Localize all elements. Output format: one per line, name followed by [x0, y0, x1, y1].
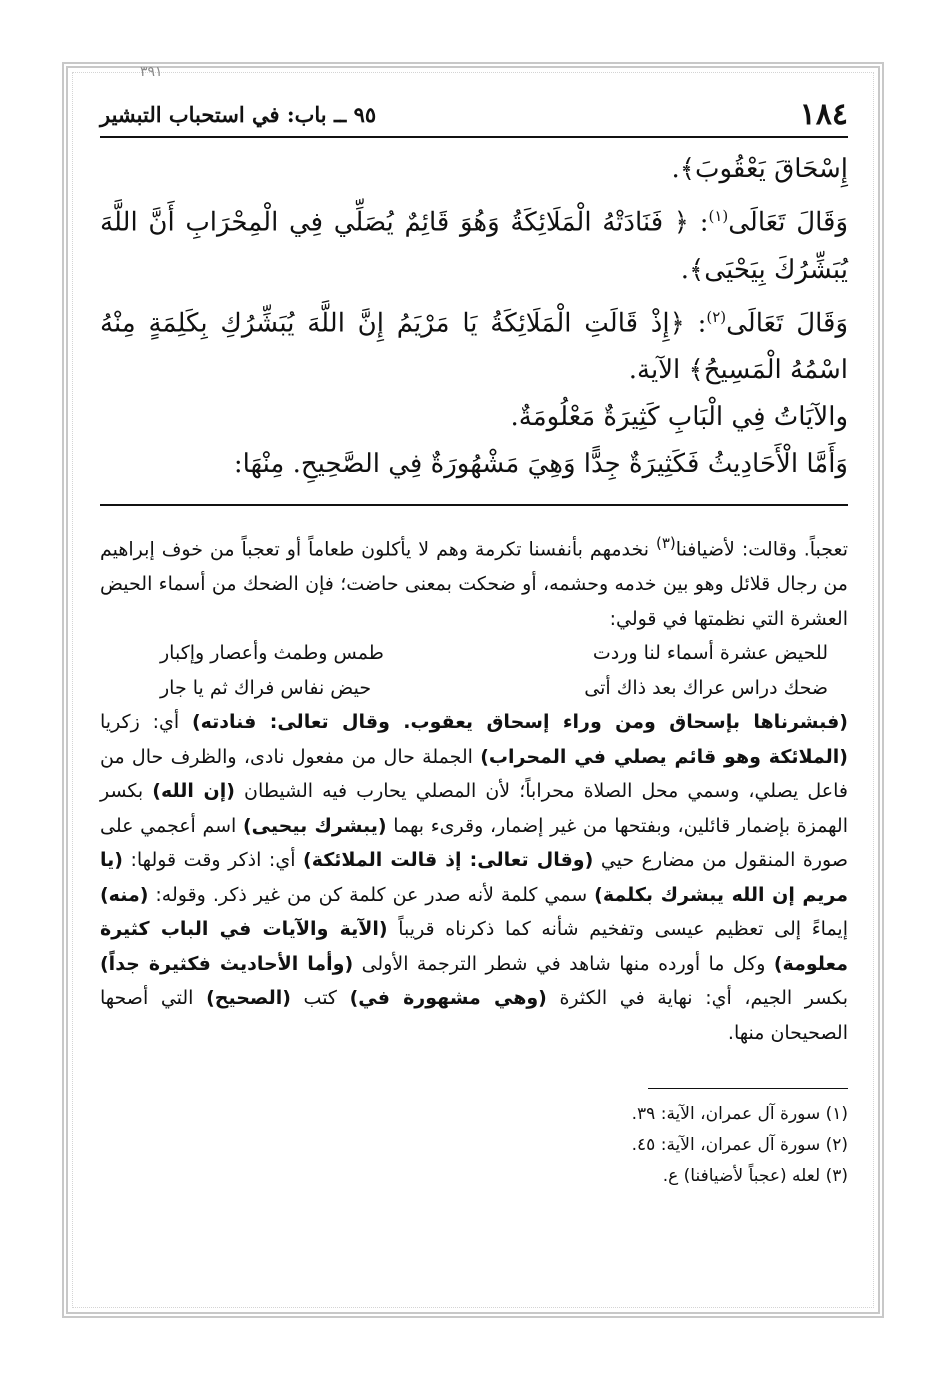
commentary-paragraph	[100, 526, 848, 636]
footnote-divider	[648, 1088, 848, 1089]
commentary-segment: نخدمهم بأنفسنا تكرمة وهم لا يأكلون طعاماً أو تعجباً من خوف إبراهيم من رجال قلائل وهو بين خدمه وحشمه، أو ضحكت بمعنى حاضت؛ فإن الضحك من أسماء الحيض العشرة التي نظمتها في قولي:	[100, 538, 848, 630]
main-paragraph	[100, 193, 848, 294]
quoted-text: (وهي مشهورة في)	[349, 987, 547, 1010]
commentary-segment: وكل ما أورده منها شاهد في شطر الترجمة الأولى	[353, 952, 774, 975]
quoted-text: (الصحيح)	[206, 987, 291, 1010]
commentary-segment: التي أصحها الصحيحان منها.	[100, 987, 848, 1044]
commentary-segment: بكسر الجيم، أي: نهاية في الكثرة	[546, 987, 848, 1010]
main-text-segment: وَقَالَ تَعَالَى	[728, 207, 848, 238]
commentary-segment: الجملة حال من مفعول نادى، والظرف حال من فاعل يصلي، وسمي محل الصلاة محراباً؛ لأن المصلي يحارب فيه الشيطان	[100, 745, 848, 803]
poem-hemistich: ضحك دراس عراك بعد ذاك أتى	[584, 676, 828, 699]
footnote: (٣) لعله (عجباً لأضيافنا) ع.	[662, 1166, 848, 1187]
poem-hemistich: للحيض عشرة أسماء لنا وردت	[592, 642, 828, 665]
poem	[160, 636, 828, 705]
quoted-text: (الملائكة وهو قائم يصلي في المحراب)	[480, 745, 848, 768]
quoted-text: (منه)	[100, 883, 149, 906]
footnote: (٢) سورة آل عمران، الآية: ٤٥.	[631, 1135, 848, 1156]
commentary-segment: بكسر الهمزة بإضمار قائلين، وبفتحها من غير إضمار، وقرىء بهما	[100, 780, 848, 837]
commentary-segment: تعجباً. وقالت: لأضيافنا	[675, 538, 848, 561]
section-divider	[100, 504, 848, 506]
main-text-segment: وَقَالَ تَعَالَى	[726, 308, 848, 339]
poem-line	[160, 671, 828, 706]
corner-mark: ٣٩١	[140, 64, 163, 80]
quoted-text: (يبشرك بيحيى)	[242, 814, 387, 837]
commentary-segment: سمي كلمة لأنه صدر عن كلمة كن من غير ذكر. وقوله:	[148, 883, 595, 906]
quoted-text: (فبشرناها بإسحاق ومن وراء إسحاق يعقوب. وقال تعالى: فنادته)	[191, 711, 848, 734]
commentary-segment: أي: اذكر وقت قولها:	[122, 849, 304, 872]
footnote-ref: (١)	[708, 207, 729, 225]
commentary-segment: إيماءً إلى تعظيم عيسى وتفخيم شأنه كما ذكرناه قريباً	[387, 918, 848, 941]
quoted-text: (وأما الأحاديث فكثيرة جداً)	[100, 952, 354, 975]
main-paragraph: وَأَمَّا الْأَحَادِيثُ فَكَثِيرَةٌ جِدًّا وَهِيَ مَشْهُورَةٌ فِي الصَّحِيحِ. مِنْهَا:	[233, 449, 848, 480]
poem-hemistich: طمس وطمث وأعصار وإكبار	[160, 642, 384, 665]
page-number: ١٨٤	[799, 96, 848, 132]
commentary-segment: أي: زكريا	[100, 711, 192, 734]
poem-line	[160, 636, 828, 671]
main-paragraph: إِسْحَاقَ يَعْقُوبَ﴾.	[671, 154, 848, 184]
quoted-text: (إن الله)	[152, 780, 235, 803]
footnote-ref: (٣)	[656, 534, 676, 553]
footnotes	[100, 1099, 848, 1192]
commentary	[100, 526, 848, 1050]
commentary-segment: كتب	[290, 987, 350, 1010]
quoted-text: (الآية والآيات في الباب كثيرة معلومة)	[100, 918, 849, 975]
quoted-text: (يا مريم إن الله يبشرك بكلمة)	[100, 849, 849, 906]
footnote-ref: (٢)	[706, 307, 727, 326]
main-paragraph: والآيَاتُ فِي الْبَابِ كَثِيرَةٌ مَعْلُومَةٌ.	[510, 402, 848, 433]
footnote: (١) سورة آل عمران، الآية: ٣٩.	[631, 1104, 848, 1125]
commentary-segment: اسم أعجمي على صورة المنقول من مضارع حيي	[100, 814, 848, 872]
main-text	[100, 146, 848, 488]
poem-hemistich: حيض نفاس فراك ثم يا جار	[160, 676, 372, 699]
main-text-segment: : ﴿إِذْ قَالَتِ الْمَلَائِكَةُ يَا مَرْيَمُ إِنَّ اللَّهَ يُبَشِّرُكِ بِكَلِمَةٍ مِنْهُ اسْمُهُ الْمَسِيحُ﴾ الآية.	[100, 308, 848, 386]
quoted-text: (وقال تعالى: إذ قالت الملائكة)	[303, 849, 594, 872]
running-header	[100, 92, 848, 138]
main-text-segment: : ﴿ فَنَادَتْهُ الْمَلَائِكَةُ وَهُوَ قَائِمٌ يُصَلِّي فِي الْمِحْرَابِ أَنَّ اللَّهَ يُبَشِّرُكَ بِيَحْيَى﴾.	[100, 207, 848, 285]
commentary-paragraph	[100, 705, 848, 1050]
main-paragraph	[100, 294, 848, 395]
page-content	[100, 92, 848, 1192]
chapter-title: ٩٥ ــ باب: في استحباب التبشير	[100, 101, 377, 127]
